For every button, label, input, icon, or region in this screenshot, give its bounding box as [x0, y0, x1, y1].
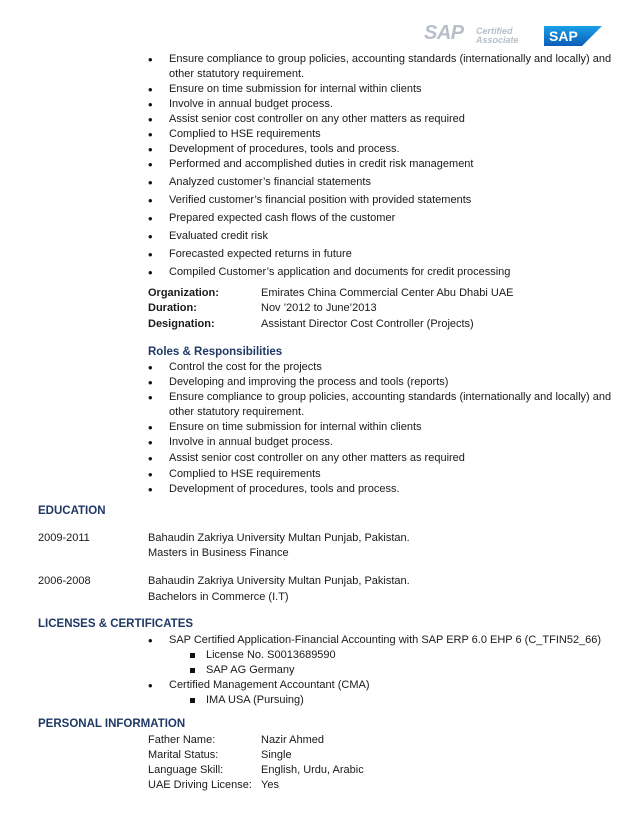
- language-skill-label: Language Skill:: [148, 764, 224, 776]
- sap-certified-sub-text: Certified Associate: [476, 26, 519, 45]
- sap-certified-main-text: SAP: [424, 22, 464, 44]
- education-years: 2006-2008: [38, 575, 91, 587]
- duration-label: Duration:: [148, 302, 197, 314]
- licenses-heading: LICENSES & CERTIFICATES: [38, 618, 194, 630]
- duration-value: Nov ’2012 to June’2013: [261, 302, 377, 314]
- list-item: • Involve in annual budget process.: [148, 435, 611, 450]
- list-item: • Compiled Customer’s application and documents for credit processing: [148, 265, 611, 280]
- list-item: • Development of procedures, tools and process.: [148, 482, 611, 497]
- sap-logo: [544, 26, 602, 46]
- designation-value: Assistant Director Cost Controller (Projects): [261, 318, 474, 330]
- certificate-details: [188, 648, 336, 678]
- certificate-list: [148, 633, 601, 648]
- list-item: • Complied to HSE requirements: [148, 127, 611, 142]
- list-item: • Prepared expected cash flows of the customer: [148, 211, 611, 226]
- list-item: • Ensure on time submission for internal within clients: [148, 420, 611, 435]
- list-item: SAP AG Germany: [188, 663, 336, 678]
- certificate-details: [188, 693, 304, 708]
- father-name-label: Father Name:: [148, 734, 216, 746]
- education-school: Bahaudin Zakriya University Multan Punjab, Pakistan.: [148, 532, 410, 544]
- list-item: • Complied to HSE requirements: [148, 467, 611, 482]
- list-item: • Analyzed customer’s financial statements: [148, 175, 611, 190]
- duties-list: [148, 52, 611, 280]
- education-degree: Masters in Business Finance: [148, 547, 289, 559]
- list-item: • Performed and accomplished duties in credit risk management: [148, 157, 611, 172]
- certificate-list: [148, 678, 370, 693]
- roles-heading: Roles & Responsibilities: [148, 346, 283, 358]
- organization-label: Organization:: [148, 287, 219, 299]
- list-item: • Certified Management Accountant (CMA): [148, 678, 370, 693]
- designation-label: Designation:: [148, 318, 215, 330]
- personal-heading: PERSONAL INFORMATION: [38, 718, 186, 730]
- list-item: • Forecasted expected returns in future: [148, 247, 611, 262]
- education-degree: Bachelors in Commerce (I.T): [148, 591, 289, 603]
- marital-status-value: Single: [261, 749, 292, 761]
- education-heading: EDUCATION: [38, 505, 106, 517]
- list-item: • Developing and improving the process and tools (reports): [148, 375, 611, 390]
- list-item: • Ensure on time submission for internal within clients: [148, 82, 611, 97]
- language-skill-value: English, Urdu, Arabic: [261, 764, 364, 776]
- list-item: • Control the cost for the projects: [148, 360, 611, 375]
- list-item: • Assist senior cost controller on any other matters as required: [148, 112, 611, 127]
- roles-list: [148, 360, 611, 497]
- education-school: Bahaudin Zakriya University Multan Punjab, Pakistan.: [148, 575, 410, 587]
- sap-logo-text: SAP: [549, 28, 578, 44]
- list-item: • Involve in annual budget process.: [148, 97, 611, 112]
- list-item: IMA USA (Pursuing): [188, 693, 304, 708]
- driving-license-value: Yes: [261, 779, 279, 791]
- list-item: • Ensure compliance to group policies, accounting standards (internationally and locally) and other statutory requirement.: [148, 52, 611, 82]
- list-item: • Evaluated credit risk: [148, 229, 611, 244]
- organization-value: Emirates China Commercial Center Abu Dhabi UAE: [261, 287, 514, 299]
- marital-status-label: Marital Status:: [148, 749, 219, 761]
- list-item: • SAP Certified Application-Financial Accounting with SAP ERP 6.0 EHP 6 (C_TFIN52_66): [148, 633, 601, 648]
- list-item: License No. S0013689590: [188, 648, 336, 663]
- list-item: • Verified customer’s financial position with provided statements: [148, 193, 611, 208]
- education-years: 2009-2011: [38, 532, 90, 544]
- list-item: • Assist senior cost controller on any other matters as required: [148, 451, 611, 466]
- father-name-value: Nazir Ahmed: [261, 734, 324, 746]
- list-item: • Ensure compliance to group policies, accounting standards (internationally and locally) and other statutory requirement.: [148, 390, 611, 420]
- driving-license-label: UAE Driving License:: [148, 779, 252, 791]
- list-item: • Development of procedures, tools and process.: [148, 142, 611, 157]
